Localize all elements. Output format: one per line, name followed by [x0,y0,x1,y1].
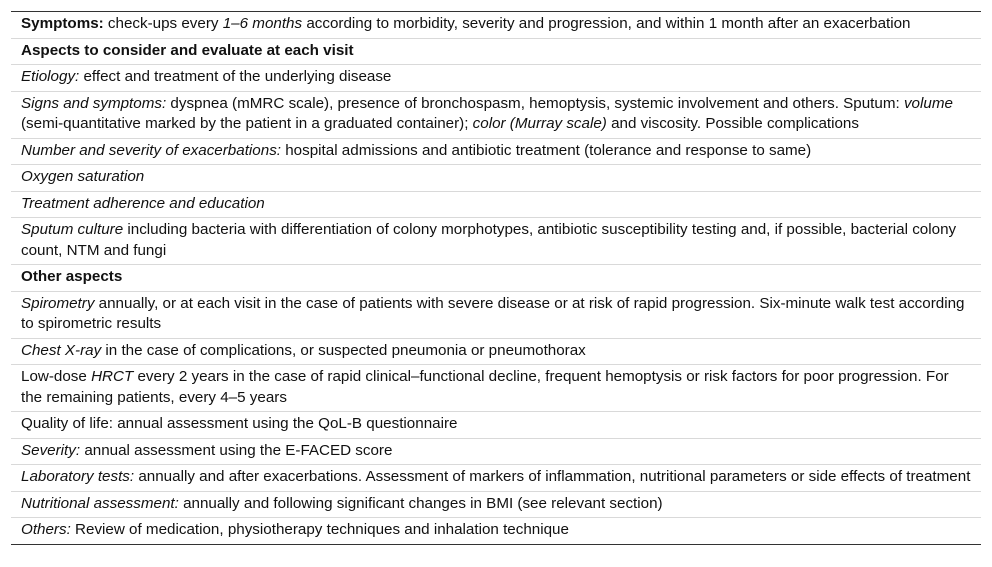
row-term: Oxygen saturation [21,168,145,185]
row-text: annual assessment using the E-FACED score [80,441,393,459]
row-term: Others: [21,521,71,538]
row-term: 1–6 months [222,15,303,32]
row-label: Symptoms: [21,15,104,32]
row-text: (semi-quantitative marked by the patient in a graduated container); [21,115,473,132]
row-term: Nutritional assessment: [21,494,179,512]
row-term: Chest X-ray [21,341,102,359]
row-term: color (Murray scale) [472,115,607,132]
table-row [11,517,981,544]
table-row [11,464,981,491]
row-text: hospital admissions and antibiotic treatment (tolerance and response to same) [281,141,812,159]
row-text: annually and after exacerbations. Assessment of markers of inflammation, nutritional parameters or side effects of treatment [134,468,971,485]
row-term: Treatment adherence and education [21,194,265,212]
table-row [11,411,981,438]
row-text: Review of medication, physiotherapy techniques and inhalation technique [70,521,569,538]
row-text: Quality of life: annual assessment using the QoL-B questionnaire [21,415,458,432]
row-term: Spirometry [21,294,95,312]
table-row [11,217,981,264]
table-row [11,491,981,518]
row-term: Sputum culture [21,221,124,238]
table-row [11,364,981,411]
row-text: in the case of complications, or suspected pneumonia or pneumothorax [101,341,586,359]
row-text: Aspects to consider and evaluate at each visit [21,41,354,59]
table-row [11,138,981,165]
row-text: including bacteria with differentiation of colony morphotypes, antibiotic susceptibility testing and, if possible, bacterial colony count, NTM and fungi [21,221,957,259]
table-row [11,12,981,38]
row-text: check-ups every [103,15,223,32]
table-row [11,64,981,91]
row-text: annually, or at each visit in the case of patients with severe disease or at risk of rapid progression. Six-minute walk test according to spirometric results [21,294,965,332]
row-text: every 2 years in the case of rapid clinical–functional decline, frequent hemoptysis or risk factors for poor progression. For the remaining patients, every 4–5 years [21,368,949,406]
row-text: Other aspects [21,268,123,285]
table-row [11,338,981,365]
table-row [11,91,981,138]
row-text: and viscosity. Possible complications [606,115,859,132]
row-text: dyspnea (mMRC scale), presence of bronchospasm, hemoptysis, systemic involvement and others. Sputum: [166,94,904,112]
row-text: effect and treatment of the underlying disease [79,68,392,85]
row-text: Low-dose [21,368,92,385]
section-header [11,264,981,291]
section-header [11,38,981,65]
table-row [11,164,981,191]
row-term: volume [903,94,953,112]
table-row [11,438,981,465]
row-text: annually and following significant changes in BMI (see relevant section) [178,494,663,512]
row-term: HRCT [91,368,134,385]
row-term: Signs and symptoms: [21,94,167,112]
row-term: Etiology: [21,68,80,85]
table-row [11,291,981,338]
row-term: Severity: [21,441,81,459]
row-term: Laboratory tests: [21,468,135,485]
row-text: according to morbidity, severity and progression, and within 1 month after an exacerbation [302,15,911,32]
follow-up-table [11,11,981,545]
table-row [11,191,981,218]
row-term: Number and severity of exacerbations: [21,141,282,159]
